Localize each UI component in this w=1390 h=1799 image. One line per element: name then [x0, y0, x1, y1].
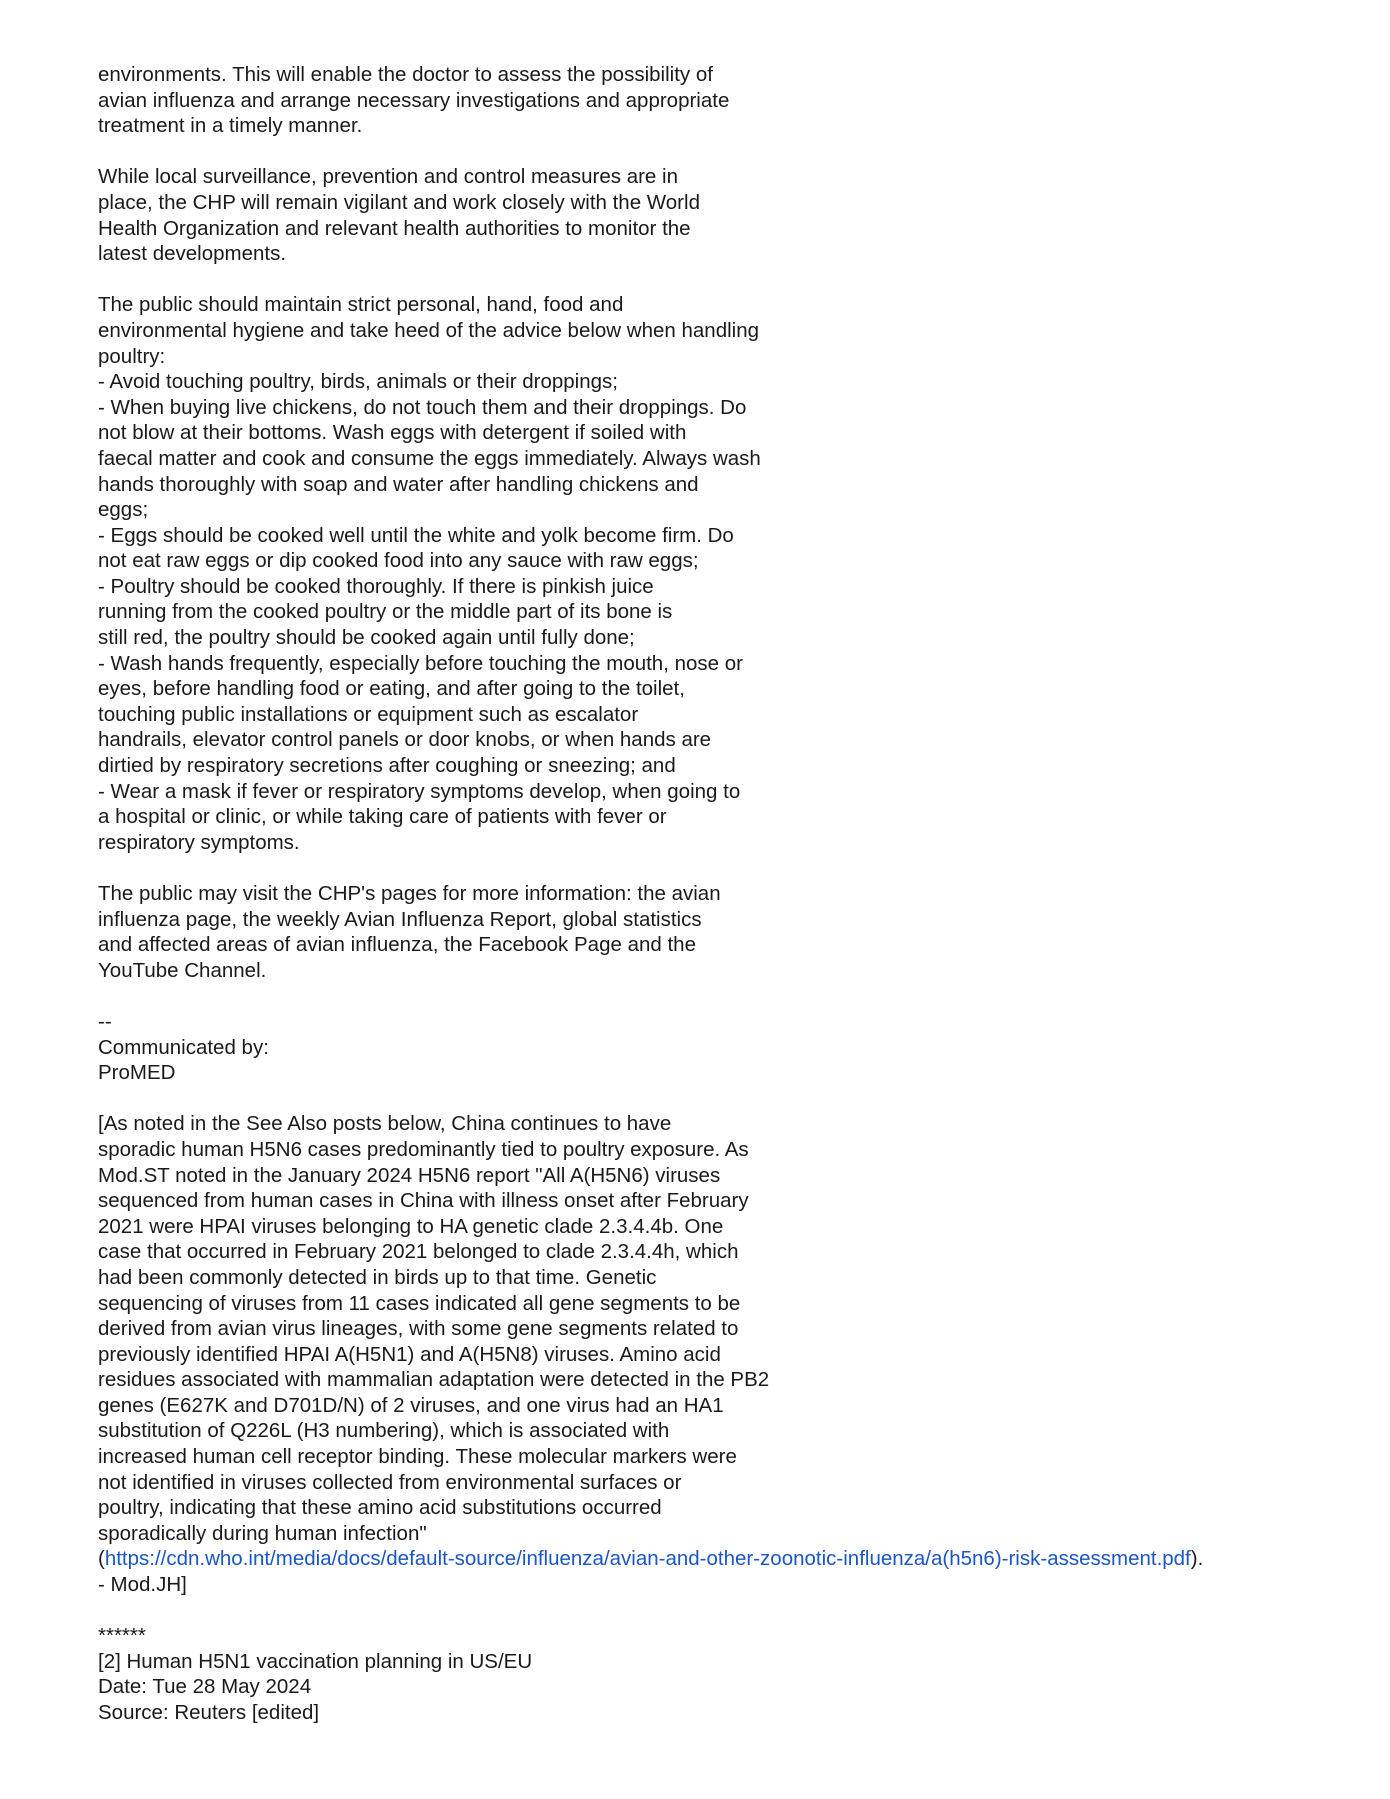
text-line: place, the CHP will remain vigilant and work closely with the World — [98, 190, 700, 214]
advice-item: - When buying live chickens, do not touch them and their droppings. Do — [98, 395, 747, 419]
text-line: latest developments. — [98, 242, 287, 266]
text-line: sequencing of viruses from 11 cases indicated all gene segments to be — [98, 1291, 741, 1315]
text-line: residues associated with mammalian adaptation were detected in the PB2 — [98, 1368, 770, 1392]
communicated-by-label: Communicated by: — [98, 1035, 269, 1059]
text-line: hands thoroughly with soap and water after handling chickens and — [98, 472, 699, 496]
next-report-header — [98, 1623, 1348, 1725]
text-line: faecal matter and cook and consume the eggs immediately. Always wash — [98, 446, 761, 470]
text-line: derived from avian virus lineages, with some gene segments related to — [98, 1317, 739, 1341]
text-line: YouTube Channel. — [98, 958, 267, 982]
text-line: environmental hygiene and take heed of the advice below when handling — [98, 318, 760, 342]
paragraph-more-info — [98, 881, 1348, 983]
text-line: genes (E627K and D701D/N) of 2 viruses, and one virus had an HA1 — [98, 1393, 724, 1417]
text-line: sporadic human H5N6 cases predominantly tied to poultry exposure. As — [98, 1137, 749, 1161]
paragraph-gap — [98, 267, 1348, 293]
text-line: sequenced from human cases in China with illness onset after February — [98, 1189, 749, 1213]
text-line: influenza page, the weekly Avian Influenza Report, global statistics — [98, 907, 702, 931]
text-line: still red, the poultry should be cooked again until fully done; — [98, 626, 635, 650]
text-line: not eat raw eggs or dip cooked food into any sauce with raw eggs; — [98, 549, 699, 573]
paragraph-gap — [98, 855, 1348, 881]
report-title: [2] Human H5N1 vaccination planning in US/EU — [98, 1649, 533, 1673]
link-close-paren: ). — [1190, 1547, 1204, 1571]
text-line: handrails, elevator control panels or door knobs, or when hands are — [98, 728, 712, 752]
moderator-signature: - Mod.JH] — [98, 1573, 187, 1597]
text-line: The public may visit the CHP's pages for more information: the avian — [98, 882, 721, 905]
text-line: eggs; — [98, 498, 149, 522]
section-stars: ****** — [98, 1624, 146, 1648]
paragraph-surveillance — [98, 164, 1348, 266]
text-line: and affected areas of avian influenza, the Facebook Page and the — [98, 933, 696, 957]
text-line: a hospital or clinic, or while taking care of patients with fever or — [98, 805, 667, 829]
text-line: treatment in a timely manner. — [98, 114, 363, 138]
advice-item: - Wear a mask if fever or respiratory symptoms develop, when going to — [98, 779, 741, 803]
separator: -- — [98, 1009, 112, 1033]
text-line: touching public installations or equipment such as escalator — [98, 702, 639, 726]
text-line: While local surveillance, prevention and control measures are in — [98, 165, 678, 189]
communicated-by-name: ProMED — [98, 1061, 176, 1085]
text-line: had been commonly detected in birds up to that time. Genetic — [98, 1265, 657, 1289]
text-line: Mod.ST noted in the January 2024 H5N6 report "All A(H5N6) viruses — [98, 1163, 721, 1187]
text-line: The public should maintain strict personal, hand, food and — [98, 293, 624, 317]
paragraph-doctor-advice — [98, 62, 1348, 139]
text-line: eyes, before handling food or eating, and after going to the toilet, — [98, 677, 685, 701]
text-line: 2021 were HPAI viruses belonging to HA genetic clade 2.3.4.4b. One — [98, 1214, 724, 1238]
text-line: not blow at their bottoms. Wash eggs with detergent if soiled with — [98, 421, 687, 445]
communicated-by-block — [98, 1009, 1348, 1086]
text-line: case that occurred in February 2021 belonged to clade 2.3.4.4h, which — [98, 1240, 739, 1264]
text-line: avian influenza and arrange necessary investigations and appropriate — [98, 88, 730, 112]
advice-item: - Avoid touching poultry, birds, animals or their droppings; — [98, 370, 618, 394]
text-line: poultry, indicating that these amino acid substitutions occurred — [98, 1496, 662, 1520]
text-line: poultry: — [98, 344, 166, 368]
advice-item: - Eggs should be cooked well until the white and yolk become firm. Do — [98, 523, 734, 547]
text-line: substitution of Q226L (H3 numbering), which is associated with — [98, 1419, 670, 1443]
text-line: Health Organization and relevant health authorities to monitor the — [98, 216, 691, 240]
report-date: Date: Tue 28 May 2024 — [98, 1675, 312, 1699]
advice-item: - Wash hands frequently, especially before touching the mouth, nose or — [98, 651, 743, 675]
advice-item: - Poultry should be cooked thoroughly. If there is pinkish juice — [98, 574, 654, 598]
text-line: respiratory symptoms. — [98, 830, 300, 854]
paragraph-hygiene-advice — [98, 292, 1348, 855]
paragraph-gap — [98, 1598, 1348, 1624]
who-risk-assessment-link[interactable]: https://cdn.who.int/media/docs/default-source/influenza/avian-and-other-zoonotic-influenza/a(h5n6)-risk-assessment.pdf — [104, 1547, 1191, 1571]
link-open-paren: ( — [98, 1547, 105, 1571]
text-line: previously identified HPAI A(H5N1) and A(H5N8) viruses. Amino acid — [98, 1342, 721, 1366]
text-line: environments. This will enable the doctor to assess the possibility of — [98, 63, 713, 86]
report-source: Source: Reuters [edited] — [98, 1701, 320, 1724]
text-line: running from the cooked poultry or the middle part of its bone is — [98, 600, 673, 624]
paragraph-gap — [98, 1086, 1348, 1112]
paragraph-gap — [98, 983, 1348, 1009]
moderator-comment — [98, 1111, 1348, 1597]
article-body — [98, 62, 1348, 1726]
text-line: dirtied by respiratory secretions after coughing or sneezing; and — [98, 754, 676, 778]
text-line: not identified in viruses collected from environmental surfaces or — [98, 1470, 682, 1494]
text-line: sporadically during human infection" — [98, 1521, 427, 1545]
text-line: increased human cell receptor binding. These molecular markers were — [98, 1445, 737, 1469]
who-link-line — [98, 1546, 1348, 1572]
text-line: [As noted in the See Also posts below, China continues to have — [98, 1112, 672, 1136]
paragraph-gap — [98, 139, 1348, 165]
